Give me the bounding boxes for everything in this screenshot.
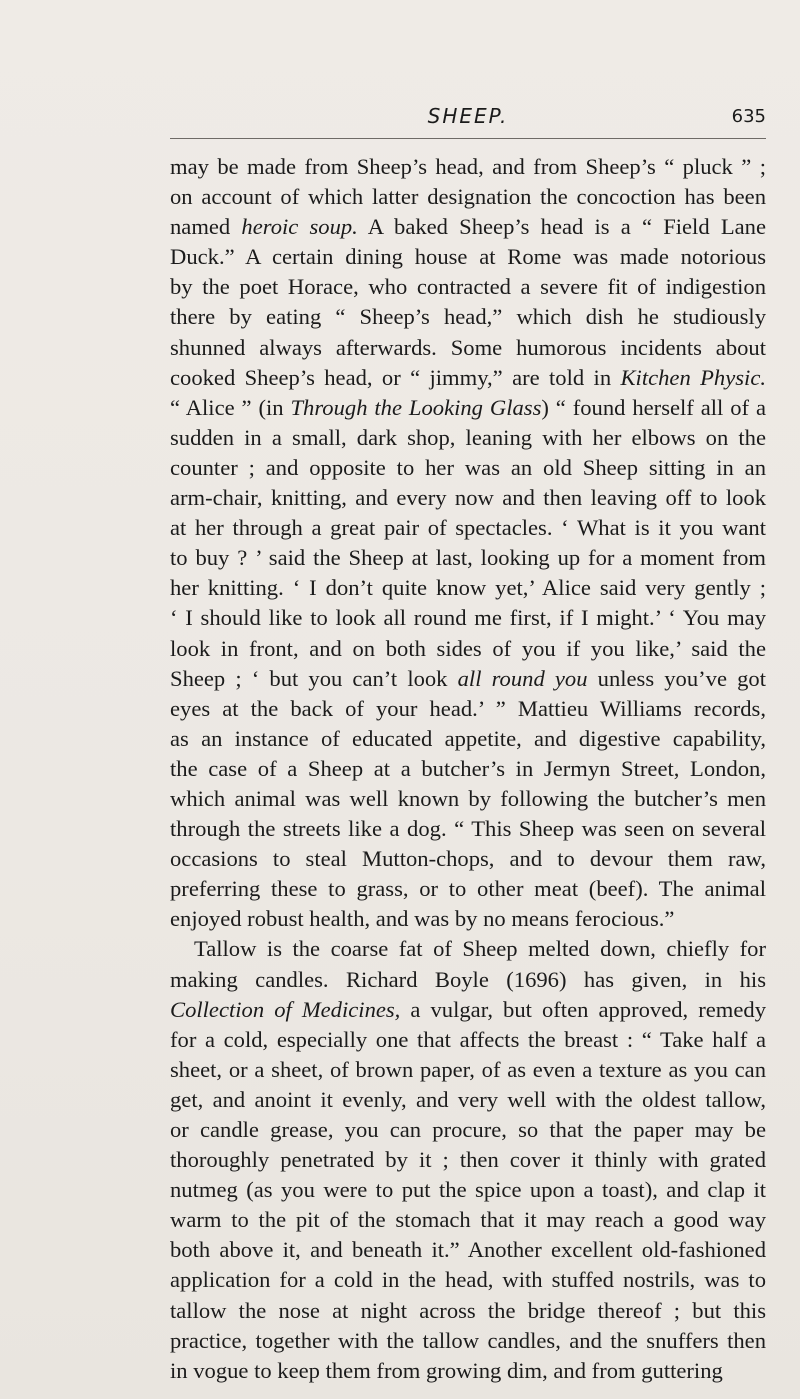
text-segment: look in front, and on both sides of you if you like,’ said the	[170, 635, 766, 661]
text-segment: enjoyed robust health, and was by no means ferocious.”	[170, 906, 675, 932]
text-line	[170, 1025, 766, 1055]
text-line	[170, 1235, 766, 1265]
text-line	[170, 212, 766, 242]
text-segment: Tallow is the coarse fat of Sheep melted down, chiefly for	[194, 936, 766, 962]
text-segment: eyes at the back of your head.’ ” Mattieu Williams records,	[170, 695, 766, 721]
running-title: SHEEP.	[427, 104, 509, 128]
text-line	[170, 152, 766, 182]
text-segment: application for a cold in the head, with stuffed nostrils, was to	[170, 1267, 766, 1293]
text-segment: thoroughly penetrated by it ; then cover it thinly with grated	[170, 1147, 766, 1173]
text-line	[170, 393, 766, 423]
italic-text: Kitchen Physic.	[620, 364, 766, 390]
text-line	[170, 874, 766, 904]
text-segment: may be made from Sheep’s head, and from Sheep’s “ pluck ” ;	[170, 154, 766, 179]
text-line	[170, 664, 766, 694]
text-segment: as an instance of educated appetite, and digestive capability,	[170, 725, 766, 751]
text-line	[170, 995, 766, 1025]
text-line	[170, 603, 766, 633]
text-segment: there by eating “ Sheep’s head,” which dish he studiously	[170, 304, 766, 330]
text-segment: for a cold, especially one that affects the breast : “ Take half a	[170, 1026, 766, 1052]
text-line	[170, 965, 766, 995]
text-segment: cooked Sheep’s head, or “ jimmy,” are told in	[170, 364, 621, 390]
text-segment: Duck.” A certain dining house at Rome was made notorious	[170, 244, 766, 270]
text-line	[170, 634, 766, 664]
text-segment: shunned always afterwards. Some humorous incidents about	[170, 334, 766, 360]
text-segment: sheet, or a sheet, of brown paper, of as even a texture as you can	[170, 1056, 766, 1082]
text-segment: occasions to steal Mutton-chops, and to devour them raw,	[170, 846, 766, 872]
text-segment: preferring these to grass, or to other meat (beef). The animal	[170, 876, 766, 902]
text-segment: to buy ? ’ said the Sheep at last, looking up for a moment from	[170, 545, 766, 571]
text-segment: get, and anoint it evenly, and very well with the oldest tallow,	[170, 1086, 766, 1112]
text-segment: by the poet Horace, who contracted a severe fit of indigestion	[170, 274, 766, 300]
text-segment: which animal was well known by following the butcher’s men	[170, 785, 766, 811]
text-line	[170, 1175, 766, 1205]
page-number: 635	[731, 106, 766, 127]
text-segment: through the streets like a dog. “ This Sheep was seen on several	[170, 816, 766, 842]
text-line	[170, 363, 766, 393]
text-segment: counter ; and opposite to her was an old Sheep sitting in an	[170, 454, 766, 480]
text-segment: both above it, and beneath it.” Another excellent old-fashioned	[170, 1237, 766, 1263]
text-line	[170, 754, 766, 784]
text-line	[170, 1326, 766, 1356]
text-segment: sudden in a small, dark shop, leaning with her elbows on the	[170, 424, 766, 450]
text-line	[170, 694, 766, 724]
text-line	[170, 333, 766, 363]
text-line	[170, 272, 766, 302]
header-rule	[170, 138, 766, 139]
text-line	[170, 242, 766, 272]
text-segment: ) “ found herself all of a	[541, 394, 766, 420]
text-segment: ‘ I should like to look all round me first, if I might.’ ‘ You may	[170, 605, 766, 631]
text-line	[170, 513, 766, 543]
text-segment: named	[170, 214, 242, 240]
text-line	[170, 1085, 766, 1115]
text-segment: Sheep ; ‘ but you can’t look	[170, 665, 458, 691]
text-line	[170, 1115, 766, 1145]
text-line	[170, 784, 766, 814]
text-segment: tallow the nose at night across the bridge thereof ; but this	[170, 1297, 766, 1323]
text-line	[170, 934, 766, 964]
text-segment: a vulgar, but often approved, remedy	[400, 996, 767, 1022]
text-segment: warm to the pit of the stomach that it may reach a good way	[170, 1207, 766, 1233]
text-line	[170, 423, 766, 453]
text-segment: nutmeg (as you were to put the spice upon a toast), and clap it	[170, 1177, 766, 1203]
text-segment: her knitting. ‘ I don’t quite know yet,’ Alice said very gently ;	[170, 575, 766, 601]
text-line	[170, 1265, 766, 1295]
text-segment: A baked Sheep’s head is a “ Field Lane	[357, 214, 766, 240]
text-line	[170, 302, 766, 332]
text-segment: the case of a Sheep at a butcher’s in Jermyn Street, London,	[170, 755, 766, 781]
running-head	[170, 104, 766, 134]
text-line	[170, 844, 766, 874]
text-line	[170, 1356, 766, 1386]
text-line	[170, 573, 766, 603]
text-segment: making candles. Richard Boyle (1696) has given, in his	[170, 966, 766, 992]
italic-text: Collection of Medicines,	[170, 996, 401, 1022]
text-segment: on account of which latter designation the concoction has been	[170, 184, 766, 210]
italic-text: all round you	[457, 665, 588, 691]
text-line	[170, 1205, 766, 1235]
text-line	[170, 543, 766, 573]
text-segment: in vogue to keep them from growing dim, and from guttering	[170, 1357, 723, 1383]
text-segment: arm-chair, knitting, and every now and then leaving off to look	[170, 485, 766, 511]
text-line	[170, 1055, 766, 1085]
text-line	[170, 814, 766, 844]
text-line	[170, 182, 766, 212]
text-line	[170, 724, 766, 754]
text-segment: or candle grease, you can procure, so that the paper may be	[170, 1117, 766, 1142]
text-segment: “ Alice ” (in	[170, 394, 291, 420]
text-segment: at her through a great pair of spectacles. ‘ What is it you want	[170, 515, 766, 541]
text-line	[170, 483, 766, 513]
text-line	[170, 453, 766, 483]
text-line	[170, 1145, 766, 1175]
text-line	[170, 904, 766, 934]
text-segment: unless you’ve got	[587, 665, 767, 691]
italic-text: Through the Looking Glass	[290, 394, 542, 420]
body-text	[170, 152, 766, 1386]
italic-text: heroic soup.	[241, 214, 358, 240]
text-segment: practice, together with the tallow candles, and the snuffers then	[170, 1327, 766, 1353]
text-line	[170, 1296, 766, 1326]
